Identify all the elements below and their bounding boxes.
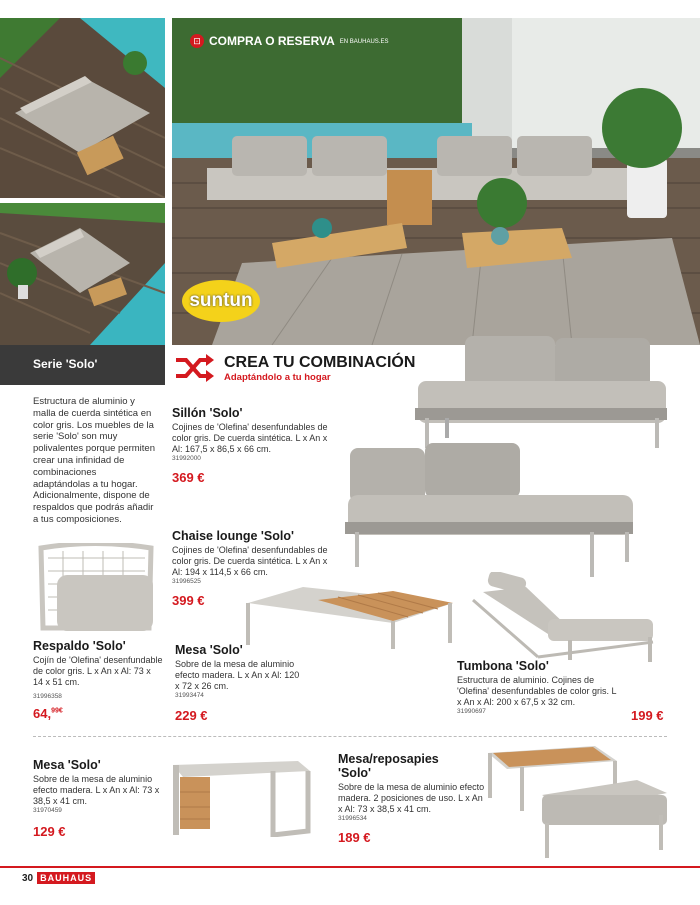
banner-text: COMPRA O RESERVA xyxy=(209,34,335,48)
product-sillon xyxy=(172,406,337,485)
product-mesa-large xyxy=(175,643,305,723)
product-desc: Sobre de la mesa de aluminio efecto madera. 2 posiciones de uso. L x An x Al: 73 x 38,5 x 41 cm. xyxy=(338,782,485,814)
chaise-image xyxy=(345,440,635,580)
product-reposapies xyxy=(338,752,488,845)
product-name: Mesa 'Solo' xyxy=(175,643,243,657)
product-ref: 31992000 xyxy=(172,455,201,462)
product-name-line2: 'Solo' xyxy=(338,766,372,780)
series-label: Serie 'Solo' xyxy=(33,357,98,371)
product-tumbona xyxy=(457,659,617,715)
product-name: Sillón 'Solo' xyxy=(172,406,243,420)
sillon-image xyxy=(415,333,670,453)
product-price: 189 € xyxy=(338,830,371,845)
photo-corner-sofa-top xyxy=(0,18,165,198)
tumbona-image xyxy=(468,572,658,662)
product-respaldo xyxy=(33,639,163,721)
product-desc: Cojín de 'Olefina' desenfundable de color gris. L x An x Al: 73 x 14 x 51 cm. xyxy=(33,655,163,687)
product-name-line1: Mesa/reposapies xyxy=(338,752,439,766)
product-ref: 31996534 xyxy=(338,815,367,822)
combination-heading xyxy=(174,352,415,384)
mesa-small-image xyxy=(168,757,313,837)
product-desc: Cojines de 'Olefina' desenfundables de color gris. De cuerda sintética. L x An x Al: 167,5 x 86,5 x 66 cm. xyxy=(172,422,328,454)
combination-title: CREA TU COMBINACIÓN xyxy=(224,353,416,371)
cart-icon: ⊡ xyxy=(190,34,204,48)
product-price: 129 € xyxy=(33,824,66,839)
product-price: 64,$^{99€}$ xyxy=(33,706,63,721)
product-desc: Cojines de 'Olefina' desenfundables de color gris. De cuerda sintética. L x An x Al: 194 x 114,5 x 66 cm. xyxy=(172,545,328,577)
respaldo-cushion-image xyxy=(55,573,155,633)
bauhaus-logo: BAUHAUS xyxy=(37,872,95,884)
reposapies-cushion-image xyxy=(537,775,672,860)
divider xyxy=(33,736,667,737)
product-ref: 31970459 xyxy=(33,807,62,814)
product-name: Chaise lounge 'Solo' xyxy=(172,529,294,543)
tumbona-price: 199 € xyxy=(631,708,664,723)
intro-text: Estructura de aluminio y malla de cuerda sintética en color gris. Los muebles de la serie 'Solo' son muy polivalentes porque permiten crear una infinidad de combinaciones adaptándolas a tu hogar. Adicionalmente, dispone de respaldos que podrás añadir a tus composiciones. xyxy=(33,396,155,525)
footer xyxy=(22,872,95,884)
product-price: 399 € xyxy=(172,593,205,608)
mesa-large-image xyxy=(243,585,458,650)
product-name: Respaldo 'Solo' xyxy=(33,639,126,653)
banner-sub: EN BAUHAUS.ES xyxy=(339,39,389,45)
combination-subtitle: Adaptándolo a tu hogar xyxy=(224,371,331,383)
product-ref: 31993474 xyxy=(175,692,204,699)
product-price: 229 € xyxy=(175,708,208,723)
product-desc: Estructura de aluminio. Cojines de 'Olefina' desenfundables de color gris. L x An x Al: 200 x 67,5 x 32 cm. xyxy=(457,675,617,707)
product-mesa-small xyxy=(33,758,163,839)
product-desc: Sobre de la mesa de aluminio efecto madera. L x An x Al: 73 x 38,5 x 41 cm. xyxy=(33,774,160,806)
product-name: Mesa 'Solo' xyxy=(33,758,101,772)
compra-banner[interactable] xyxy=(190,34,388,48)
product-desc: Sobre de la mesa de aluminio efecto madera. L x An x Al: 120 x 72 x 26 cm. xyxy=(175,659,300,691)
suntun-logo: suntun xyxy=(182,280,260,322)
photo-hero-terrace xyxy=(172,18,700,345)
product-price: 369 € xyxy=(172,470,205,485)
product-name: Tumbona 'Solo' xyxy=(457,659,549,673)
product-ref: 31990697 xyxy=(457,708,486,715)
product-ref: 31996525 xyxy=(172,578,201,585)
footer-line xyxy=(0,866,700,868)
product-ref: 31996358 xyxy=(33,693,62,700)
shuffle-icon xyxy=(174,352,214,384)
page-number: 30 xyxy=(22,872,34,884)
photo-corner-sofa-pool xyxy=(0,203,165,345)
series-band xyxy=(0,345,165,385)
